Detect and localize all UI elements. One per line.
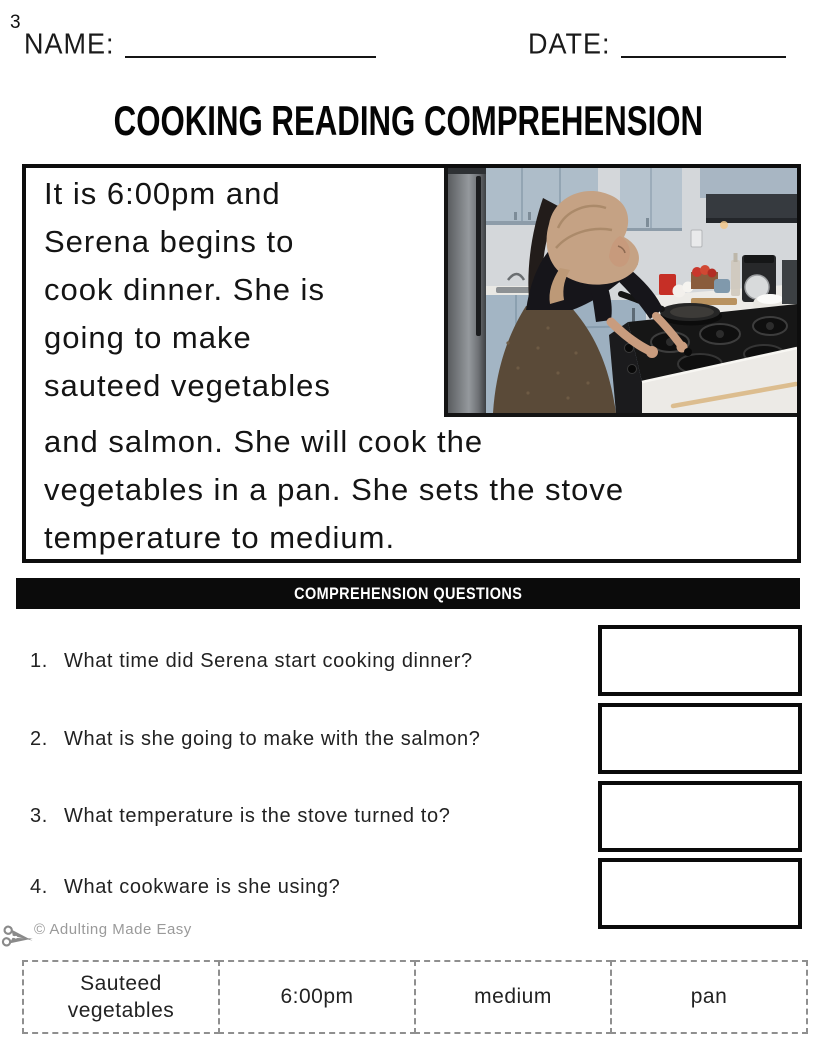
passage-line: and salmon. She will cook the <box>44 424 484 459</box>
reading-passage-box <box>22 164 801 563</box>
question-2 <box>30 728 570 751</box>
passage-line: sauteed vegetables <box>44 368 331 403</box>
question-3-text: What temperature is the stove turned to? <box>64 805 451 827</box>
answer-box-1[interactable] <box>598 625 802 696</box>
name-field-row <box>24 30 376 61</box>
question-2-number: 2. <box>30 728 48 750</box>
word-bank-item-pan[interactable]: pan <box>610 960 808 1034</box>
question-1-text: What time did Serena start cooking dinner? <box>64 650 473 672</box>
passage-line: cook dinner. She is <box>44 272 325 307</box>
question-1 <box>30 650 570 673</box>
answer-box-3[interactable] <box>598 781 802 852</box>
question-3-number: 3. <box>30 805 48 827</box>
scissors-icon <box>0 920 36 954</box>
copyright-text: © Adulting Made Easy <box>34 921 192 938</box>
name-blank-line[interactable] <box>125 55 376 58</box>
word-bank-item-sauteed-vegetables[interactable]: Sauteed vegetables <box>22 960 220 1034</box>
name-label: NAME: <box>24 28 115 60</box>
question-1-number: 1. <box>30 650 48 672</box>
page-number: 3 <box>10 12 21 33</box>
date-label: DATE: <box>528 28 611 60</box>
date-field-row <box>528 30 786 61</box>
word-bank-item-medium[interactable]: medium <box>414 960 612 1034</box>
passage-line: temperature to medium. <box>44 520 396 555</box>
passage-line: It is 6:00pm and <box>44 176 281 211</box>
question-4 <box>30 876 570 899</box>
passage-line: Serena begins to <box>44 224 295 259</box>
answer-box-4[interactable] <box>598 858 802 929</box>
date-blank-line[interactable] <box>621 55 786 58</box>
answer-box-2[interactable] <box>598 703 802 774</box>
passage-text <box>44 170 624 562</box>
comprehension-questions-header: COMPREHENSION QUESTIONS <box>16 578 800 609</box>
word-bank-item-600pm[interactable]: 6:00pm <box>218 960 416 1034</box>
passage-line: vegetables in a pan. She sets the stove <box>44 472 625 507</box>
worksheet-title: COOKING READING COMPREHENSION <box>113 98 703 145</box>
question-3 <box>30 805 570 828</box>
question-4-number: 4. <box>30 876 48 898</box>
question-4-text: What cookware is she using? <box>64 876 341 898</box>
word-bank <box>22 960 808 1034</box>
passage-line: going to make <box>44 320 252 355</box>
question-2-text: What is she going to make with the salmon? <box>64 728 481 750</box>
